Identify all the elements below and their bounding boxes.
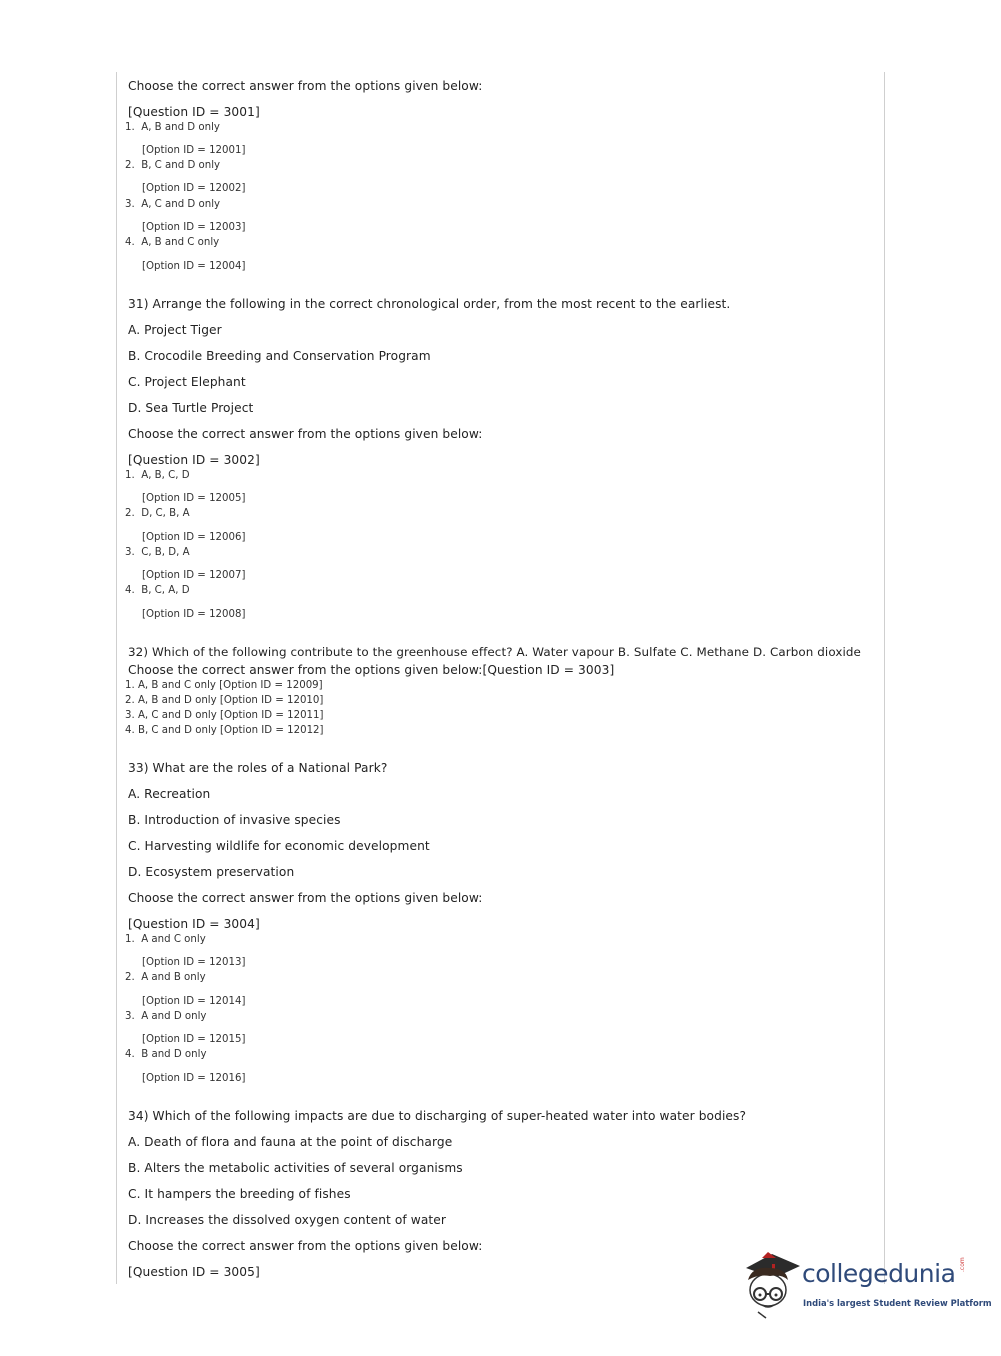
question-stem: 34) Which of the following impacts are due to discharging of super-heated water into water bodies? xyxy=(128,1109,747,1123)
statement-item: C. Harvesting wildlife for economic development xyxy=(128,839,430,853)
question-id: [Question ID = 3002] xyxy=(128,453,260,467)
option-line: 1. A, B and D only xyxy=(125,122,220,133)
option-line: 1. A, B, C, D xyxy=(125,470,190,481)
option-id: [Option ID = 12006] xyxy=(142,532,246,543)
brand-name: collegedunia xyxy=(802,1259,956,1288)
option-id: [Option ID = 12007] xyxy=(142,570,246,581)
statement-item: B. Alters the metabolic activities of several organisms xyxy=(128,1161,463,1175)
statement-item: D. Increases the dissolved oxygen content of water xyxy=(128,1213,447,1227)
option-line: 1. A and C only xyxy=(125,934,206,945)
option-id: [Option ID = 12013] xyxy=(142,957,246,968)
question-stem: 33) What are the roles of a National Park? xyxy=(128,761,388,775)
statement-item: C. Project Elephant xyxy=(128,375,246,389)
statement-item: B. Introduction of invasive species xyxy=(128,813,341,827)
option-line: 4. B and D only xyxy=(125,1049,207,1060)
option-line: 4. A, B and C only xyxy=(125,237,220,248)
instruction-text: Choose the correct answer from the options given below: xyxy=(128,79,483,93)
statement-item: A. Death of flora and fauna at the point of discharge xyxy=(128,1135,453,1149)
brand-domain: .com xyxy=(959,1257,966,1272)
option-line: 2. B, C and D only xyxy=(125,160,221,171)
question-stem-line2: Choose the correct answer from the options given below:[Question ID = 3003] xyxy=(128,663,615,677)
statement-item: D. Ecosystem preservation xyxy=(128,865,295,879)
question-id: [Question ID = 3005] xyxy=(128,1265,260,1279)
option-line: 2. D, C, B, A xyxy=(125,508,190,519)
option-line: 3. A and D only xyxy=(125,1011,207,1022)
option-id: [Option ID = 12002] xyxy=(142,183,246,194)
statement-item: C. It hampers the breeding of fishes xyxy=(128,1187,351,1201)
statement-item: A. Recreation xyxy=(128,787,211,801)
option-id: [Option ID = 12005] xyxy=(142,493,246,504)
option-line: 2. A and B only xyxy=(125,972,206,983)
option-line: 3. A, C and D only [Option ID = 12011] xyxy=(125,710,324,721)
option-line: 4. B, C, A, D xyxy=(125,585,190,596)
option-line: 3. A, C and D only xyxy=(125,199,221,210)
option-id: [Option ID = 12015] xyxy=(142,1034,246,1045)
option-id: [Option ID = 12008] xyxy=(142,609,246,620)
option-line: 4. B, C and D only [Option ID = 12012] xyxy=(125,725,324,736)
brand-tagline: India's largest Student Review Platform xyxy=(803,1298,992,1308)
option-line: 1. A, B and C only [Option ID = 12009] xyxy=(125,680,323,691)
question-id: [Question ID = 3004] xyxy=(128,917,260,931)
instruction-text: Choose the correct answer from the options given below: xyxy=(128,427,483,441)
option-line: 3. C, B, D, A xyxy=(125,547,190,558)
option-id: [Option ID = 12003] xyxy=(142,222,246,233)
option-id: [Option ID = 12014] xyxy=(142,996,246,1007)
option-id: [Option ID = 12001] xyxy=(142,145,246,156)
page-right-border xyxy=(884,72,885,1284)
option-id: [Option ID = 12004] xyxy=(142,261,246,272)
question-stem: 31) Arrange the following in the correct chronological order, from the most recent to the earliest. xyxy=(128,297,731,311)
option-line: 2. A, B and D only [Option ID = 12010] xyxy=(125,695,324,706)
instruction-text: Choose the correct answer from the options given below: xyxy=(128,891,483,905)
statement-item: B. Crocodile Breeding and Conservation Program xyxy=(128,349,431,363)
question-id: [Question ID = 3001] xyxy=(128,105,260,119)
statement-item: A. Project Tiger xyxy=(128,323,222,337)
question-stem: 32) Which of the following contribute to the greenhouse effect? A. Water vapour B. Sulfate C. Methane D. Carbon dioxide xyxy=(128,645,861,659)
option-id: [Option ID = 12016] xyxy=(142,1073,246,1084)
instruction-text: Choose the correct answer from the options given below: xyxy=(128,1239,483,1253)
page-left-border xyxy=(116,72,117,1284)
statement-item: D. Sea Turtle Project xyxy=(128,401,254,415)
